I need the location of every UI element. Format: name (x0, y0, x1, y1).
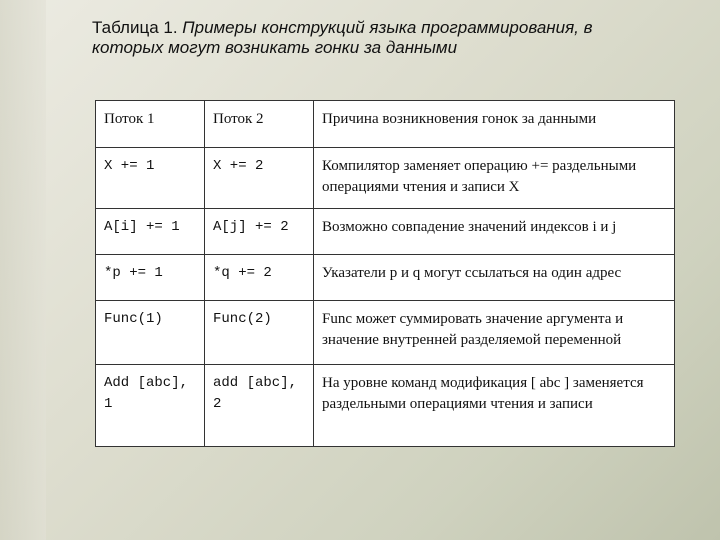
table-row (96, 148, 675, 209)
table-row (96, 365, 675, 447)
cell-reason: Указатели p и q могут ссылаться на один адрес (314, 255, 675, 301)
header-reason: Причина возникновения гонок за данными (314, 101, 675, 148)
caption-text: Примеры конструкций языка программирования, в которых могут возникать гонки за данными (92, 18, 593, 57)
cell-reason: Компилятор заменяет операцию += раздельными операциями чтения и записи X (314, 148, 675, 209)
cell-thread-2: *q += 2 (205, 255, 314, 301)
cell-thread-1: *p += 1 (96, 255, 205, 301)
cell-thread-1: Func(1) (96, 301, 205, 365)
cell-thread-2: Func(2) (205, 301, 314, 365)
cell-thread-2: add [abc], 2 (205, 365, 314, 447)
slide-background-edge (0, 0, 46, 540)
table-row (96, 301, 675, 365)
race-conditions-table (95, 100, 675, 447)
cell-thread-1: X += 1 (96, 148, 205, 209)
header-thread-1: Поток 1 (96, 101, 205, 148)
caption-label: Таблица 1. (92, 18, 178, 37)
header-thread-2: Поток 2 (205, 101, 314, 148)
table-row (96, 255, 675, 301)
cell-reason: На уровне команд модификация [ abc ] заменяется раздельными операциями чтения и записи (314, 365, 675, 447)
table-caption (92, 18, 652, 58)
table-header-row (96, 101, 675, 148)
table-row (96, 209, 675, 255)
cell-thread-1: A[i] += 1 (96, 209, 205, 255)
cell-thread-2: A[j] += 2 (205, 209, 314, 255)
cell-reason: Возможно совпадение значений индексов i и j (314, 209, 675, 255)
cell-thread-1: Add [abc], 1 (96, 365, 205, 447)
cell-thread-2: X += 2 (205, 148, 314, 209)
cell-reason: Func может суммировать значение аргумента и значение внутренней разделяемой переменной (314, 301, 675, 365)
